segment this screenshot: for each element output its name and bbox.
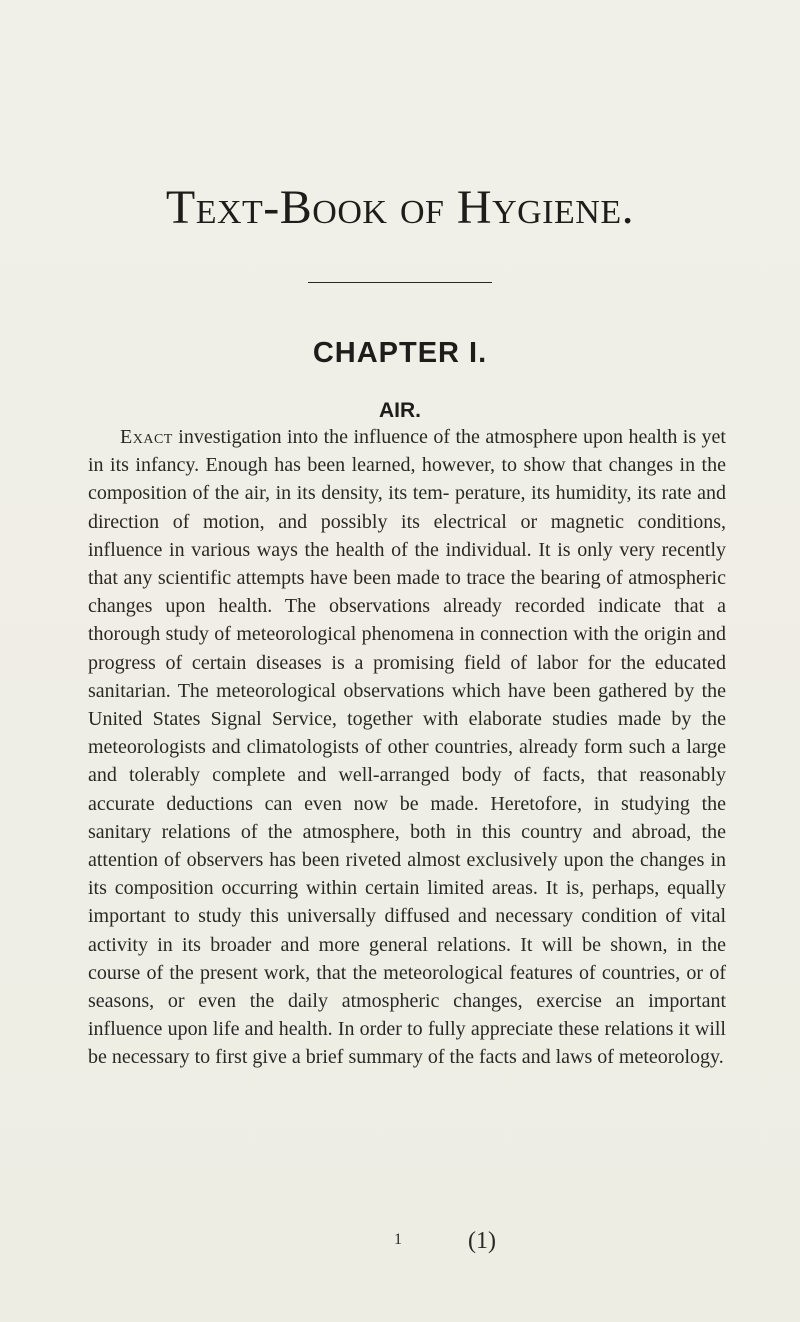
page-number: (1): [468, 1228, 496, 1254]
paragraph-text: investigation into the influence of the atmosphere upon health is yet in its infancy. Enough has been learned, however, to show that changes in the composition of the air, in its density, its tem- perature, its humidity, its rate and direction of motion, and possibly its electrical or magnetic conditions, influence in various ways the health of the individual. It is only very recently that any scientific attempts have been made to trace the bearing of atmospheric changes upon health. The observations already recorded indicate that a thorough study of meteorological phenomena in connection with the origin and progress of certain diseases is a promising field of labor for the educated sanitarian. The meteorological observations which have been gathered by the United States Signal Service, together with elaborate studies made by the meteorologists and climatologists of other countries, already form such a large and tolerably complete and well-arranged body of facts, that reasonably accurate deductions can even now be made. Heretofore, in studying the sanitary relations of the atmosphere, both in this country and abroad, the attention of observers has been riveted almost exclusively upon the changes in its composition occurring within certain limited areas. It is, perhaps, equally important to study this universally diffused and necessary condition of vital activity in its broader and more general relations. It will be shown, in the course of the present work, that the meteorological features of countries, or of seasons, or even the daily atmospheric changes, exercise an important influence upon life and health. In order to fully appreciate these relations it will be necessary to first give a brief summary of the facts and laws of meteorology.: [88, 426, 726, 1069]
book-title: Text-Book of Hygiene.: [165, 181, 635, 234]
paragraph-lead-in: Exact: [120, 426, 173, 448]
signature-mark: 1: [394, 1231, 402, 1248]
section-heading: AIR.: [379, 399, 421, 422]
title-divider: [308, 282, 492, 283]
body-paragraph: [88, 423, 726, 1072]
chapter-heading: CHAPTER I.: [312, 337, 488, 369]
